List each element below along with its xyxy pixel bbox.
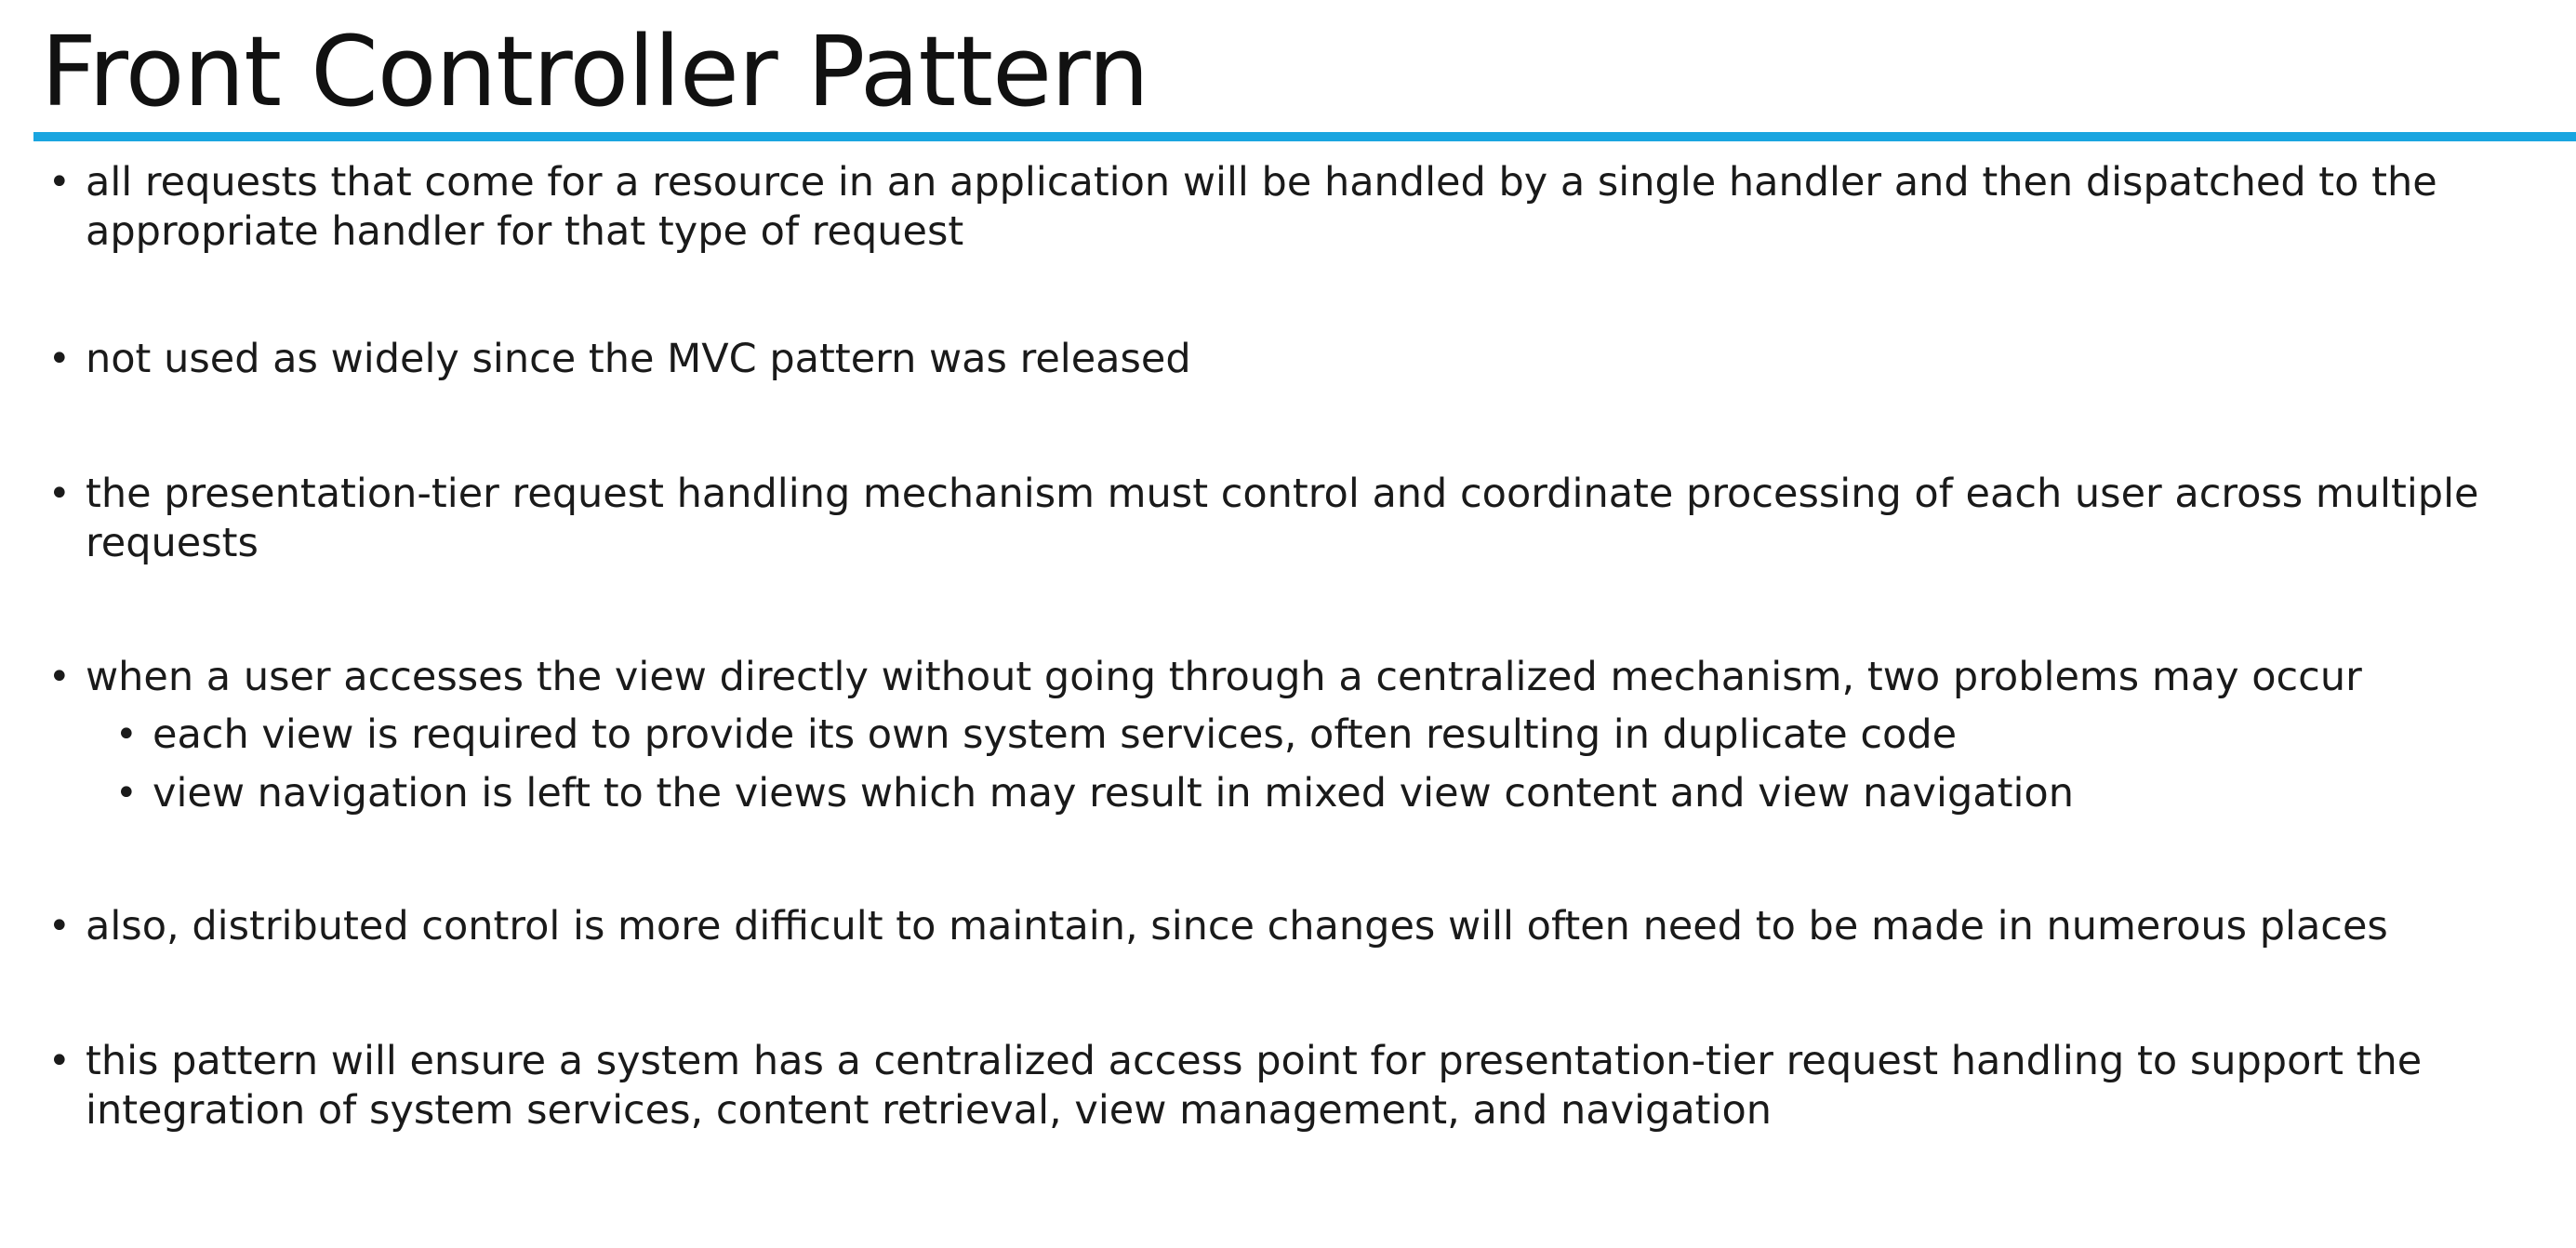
sub-bullet-item: [115, 710, 2552, 760]
sub-bullet-text: view navigation is left to the views which may result in mixed view content and view navigation: [153, 770, 2074, 817]
bullet-dot-icon: •: [48, 656, 71, 698]
bullet-dot-icon: •: [48, 338, 71, 380]
bullet-dot-icon: •: [48, 472, 71, 515]
bullet-text: the presentation-tier request handling mechanism must control and coordinate processing of each user across multiple requests: [86, 471, 2479, 566]
bullet-text: all requests that come for a resource in an application will be handled by a single handler and then dispatched to the appropriate handler for that type of request: [86, 159, 2437, 255]
sub-bullet-dot-icon: •: [115, 772, 138, 815]
bullet-dot-icon: •: [48, 161, 71, 204]
bullet-item: [48, 902, 2550, 951]
bullet-item: [48, 470, 2550, 568]
sub-bullet-text: each view is required to provide its own system services, often resulting in duplicate code: [153, 711, 1958, 758]
title-underline: [33, 132, 2576, 141]
bullet-text: this pattern will ensure a system has a centralized access point for presentation-tier request handling to support the integration of system services, content retrieval, view management, and navigation: [86, 1038, 2423, 1134]
bullet-item: [48, 335, 2550, 384]
bullet-text: also, distributed control is more difficult to maintain, since changes will often need to be made in numerous places: [86, 903, 2388, 949]
bullet-item: [48, 158, 2550, 257]
bullet-text: when a user accesses the view directly without going through a centralized mechanism, two problems may occur: [86, 654, 2362, 700]
sub-bullet-dot-icon: •: [115, 713, 138, 756]
sub-bullet-item: [115, 769, 2552, 818]
slide-title: Front Controller Pattern: [41, 15, 1149, 128]
bullet-item: [48, 653, 2550, 702]
bullet-text: not used as widely since the MVC pattern was released: [86, 336, 1191, 382]
bullet-item: [48, 1037, 2550, 1135]
bullet-dot-icon: •: [48, 905, 71, 948]
bullet-dot-icon: •: [48, 1040, 71, 1082]
